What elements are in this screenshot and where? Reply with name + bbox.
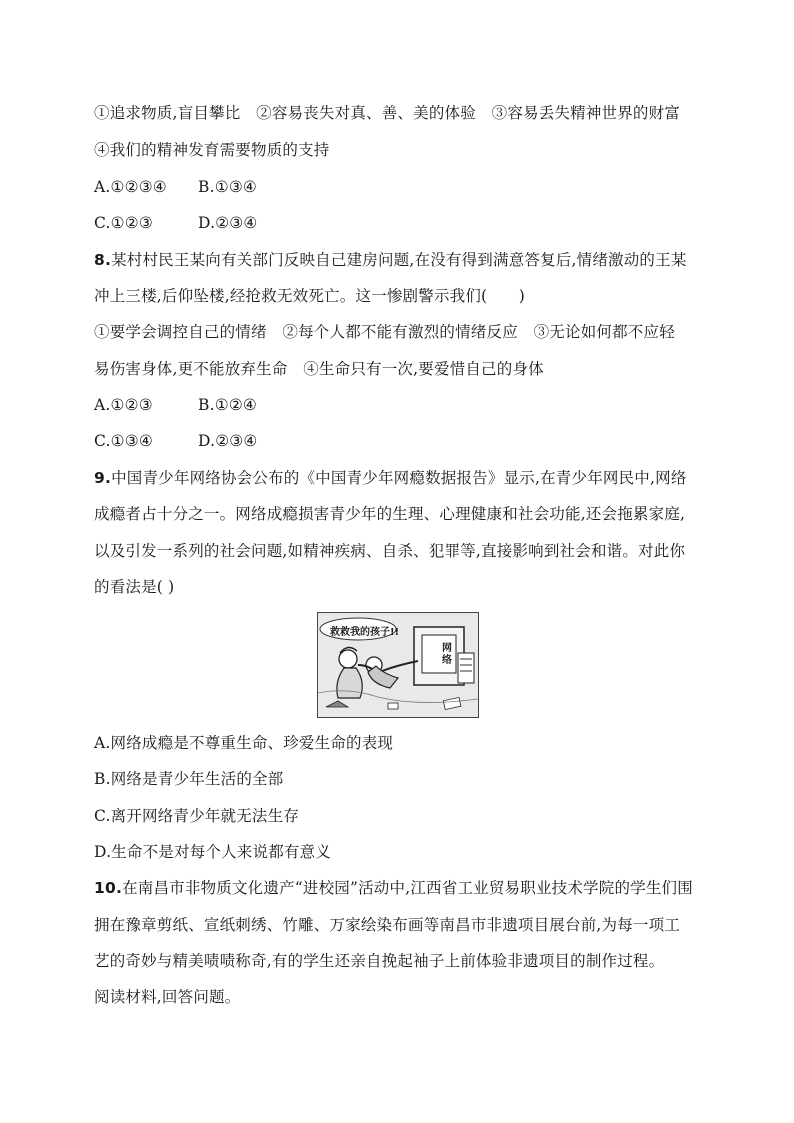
- mother-body: [337, 668, 362, 698]
- q10-material-line-3: 艺的奇妙与精美啧啧称奇,有的学生还亲自挽起袖子上前体验非遗项目的制作过程。: [94, 952, 665, 970]
- q8-options-row-2: [94, 431, 258, 451]
- q7-statements-line-1: ①追求物质,盲目攀比 ②容易丧失对真、善、美的体验 ③容易丢失精神世界的财富: [94, 104, 681, 122]
- q7-option-c: C.①②③: [94, 214, 153, 232]
- q10-material-line-1: [94, 878, 693, 898]
- child-body: [368, 666, 398, 688]
- q8-option-c: C.①③④: [94, 432, 153, 450]
- q9-stem-line-1: [94, 468, 687, 488]
- q8-option-b: B.①②④: [198, 396, 258, 414]
- q9-option-d: D.生命不是对每个人来说都有意义: [94, 843, 332, 861]
- q10-instruction: 阅读材料,回答问题。: [94, 988, 241, 1006]
- q9-option-a: A.网络成瘾是不尊重生命、珍爱生命的表现: [94, 734, 394, 752]
- q7-statements-line-2: ④我们的精神发育需要物质的支持: [94, 141, 330, 159]
- q8-statements-line-1: ①要学会调控自己的情绪 ②每个人都不能有激烈的情绪反应 ③无论如何都不应轻: [94, 323, 675, 341]
- q9-stem-text-1: 中国青少年网络协会公布的《中国青少年网瘾数据报告》显示,在青少年网民中,网络: [111, 469, 687, 487]
- q7-option-a: A.①②③④: [94, 178, 167, 196]
- mother-head: [339, 650, 357, 668]
- q10-material-text-1: 在南昌市非物质文化遗产“进校园”活动中,江西省工业贸易职业技术学院的学生们围: [122, 879, 693, 897]
- q9-stem-line-3: 以及引发一系列的社会问题,如精神疾病、自杀、犯罪等,直接影响到社会和谐。对此你: [94, 542, 686, 560]
- q8-options-row-1: [94, 395, 257, 415]
- q7-options-row-2: [94, 213, 258, 233]
- q8-stem-line-2: 冲上三楼,后仰坠楼,经抢救无效死亡。这一惨剧警示我们( ): [94, 287, 525, 305]
- q9-stem-line-2: 成瘾者占十分之一。网络成瘾损害青少年的生理、心理健康和社会功能,还会拖累家庭,: [94, 505, 686, 523]
- q7-option-d: D.②③④: [198, 214, 258, 232]
- cartoon-caption: 救救我的孩子!!: [330, 627, 400, 638]
- child-arm: [382, 661, 418, 671]
- q9-stem-line-4: 的看法是( ): [94, 578, 175, 596]
- q7-options-row-1: [94, 177, 257, 197]
- q8-stem-text-1: 某村村民王某向有关部门反映自己建房问题,在没有得到满意答复后,情绪激动的王某: [111, 251, 687, 269]
- q8-option-d: D.②③④: [198, 432, 258, 450]
- q8-stem-line-1: [94, 250, 687, 270]
- q8-option-a: A.①②③: [94, 396, 153, 414]
- q10-number: 10.: [94, 879, 123, 897]
- q7-option-b: B.①③④: [198, 178, 258, 196]
- q9-option-b: B.网络是青少年生活的全部: [94, 770, 284, 788]
- q8-number: 8.: [94, 251, 112, 269]
- q9-option-c: C.离开网络青少年就无法生存: [94, 807, 300, 825]
- q10-material-line-2: 拥在豫章剪纸、宣纸刺绣、竹雕、万家绘染布画等南昌市非遗项目展台前,为每一项工: [94, 916, 681, 934]
- monitor-screen-label: 网络: [442, 643, 452, 666]
- q9-number: 9.: [94, 469, 112, 487]
- q9-cartoon-illustration: [317, 612, 479, 718]
- keyboard: [458, 653, 474, 683]
- q8-statements-line-2: 易伤害身体,更不能放弃生命 ④生命只有一次,要爱惜自己的身体: [94, 360, 544, 378]
